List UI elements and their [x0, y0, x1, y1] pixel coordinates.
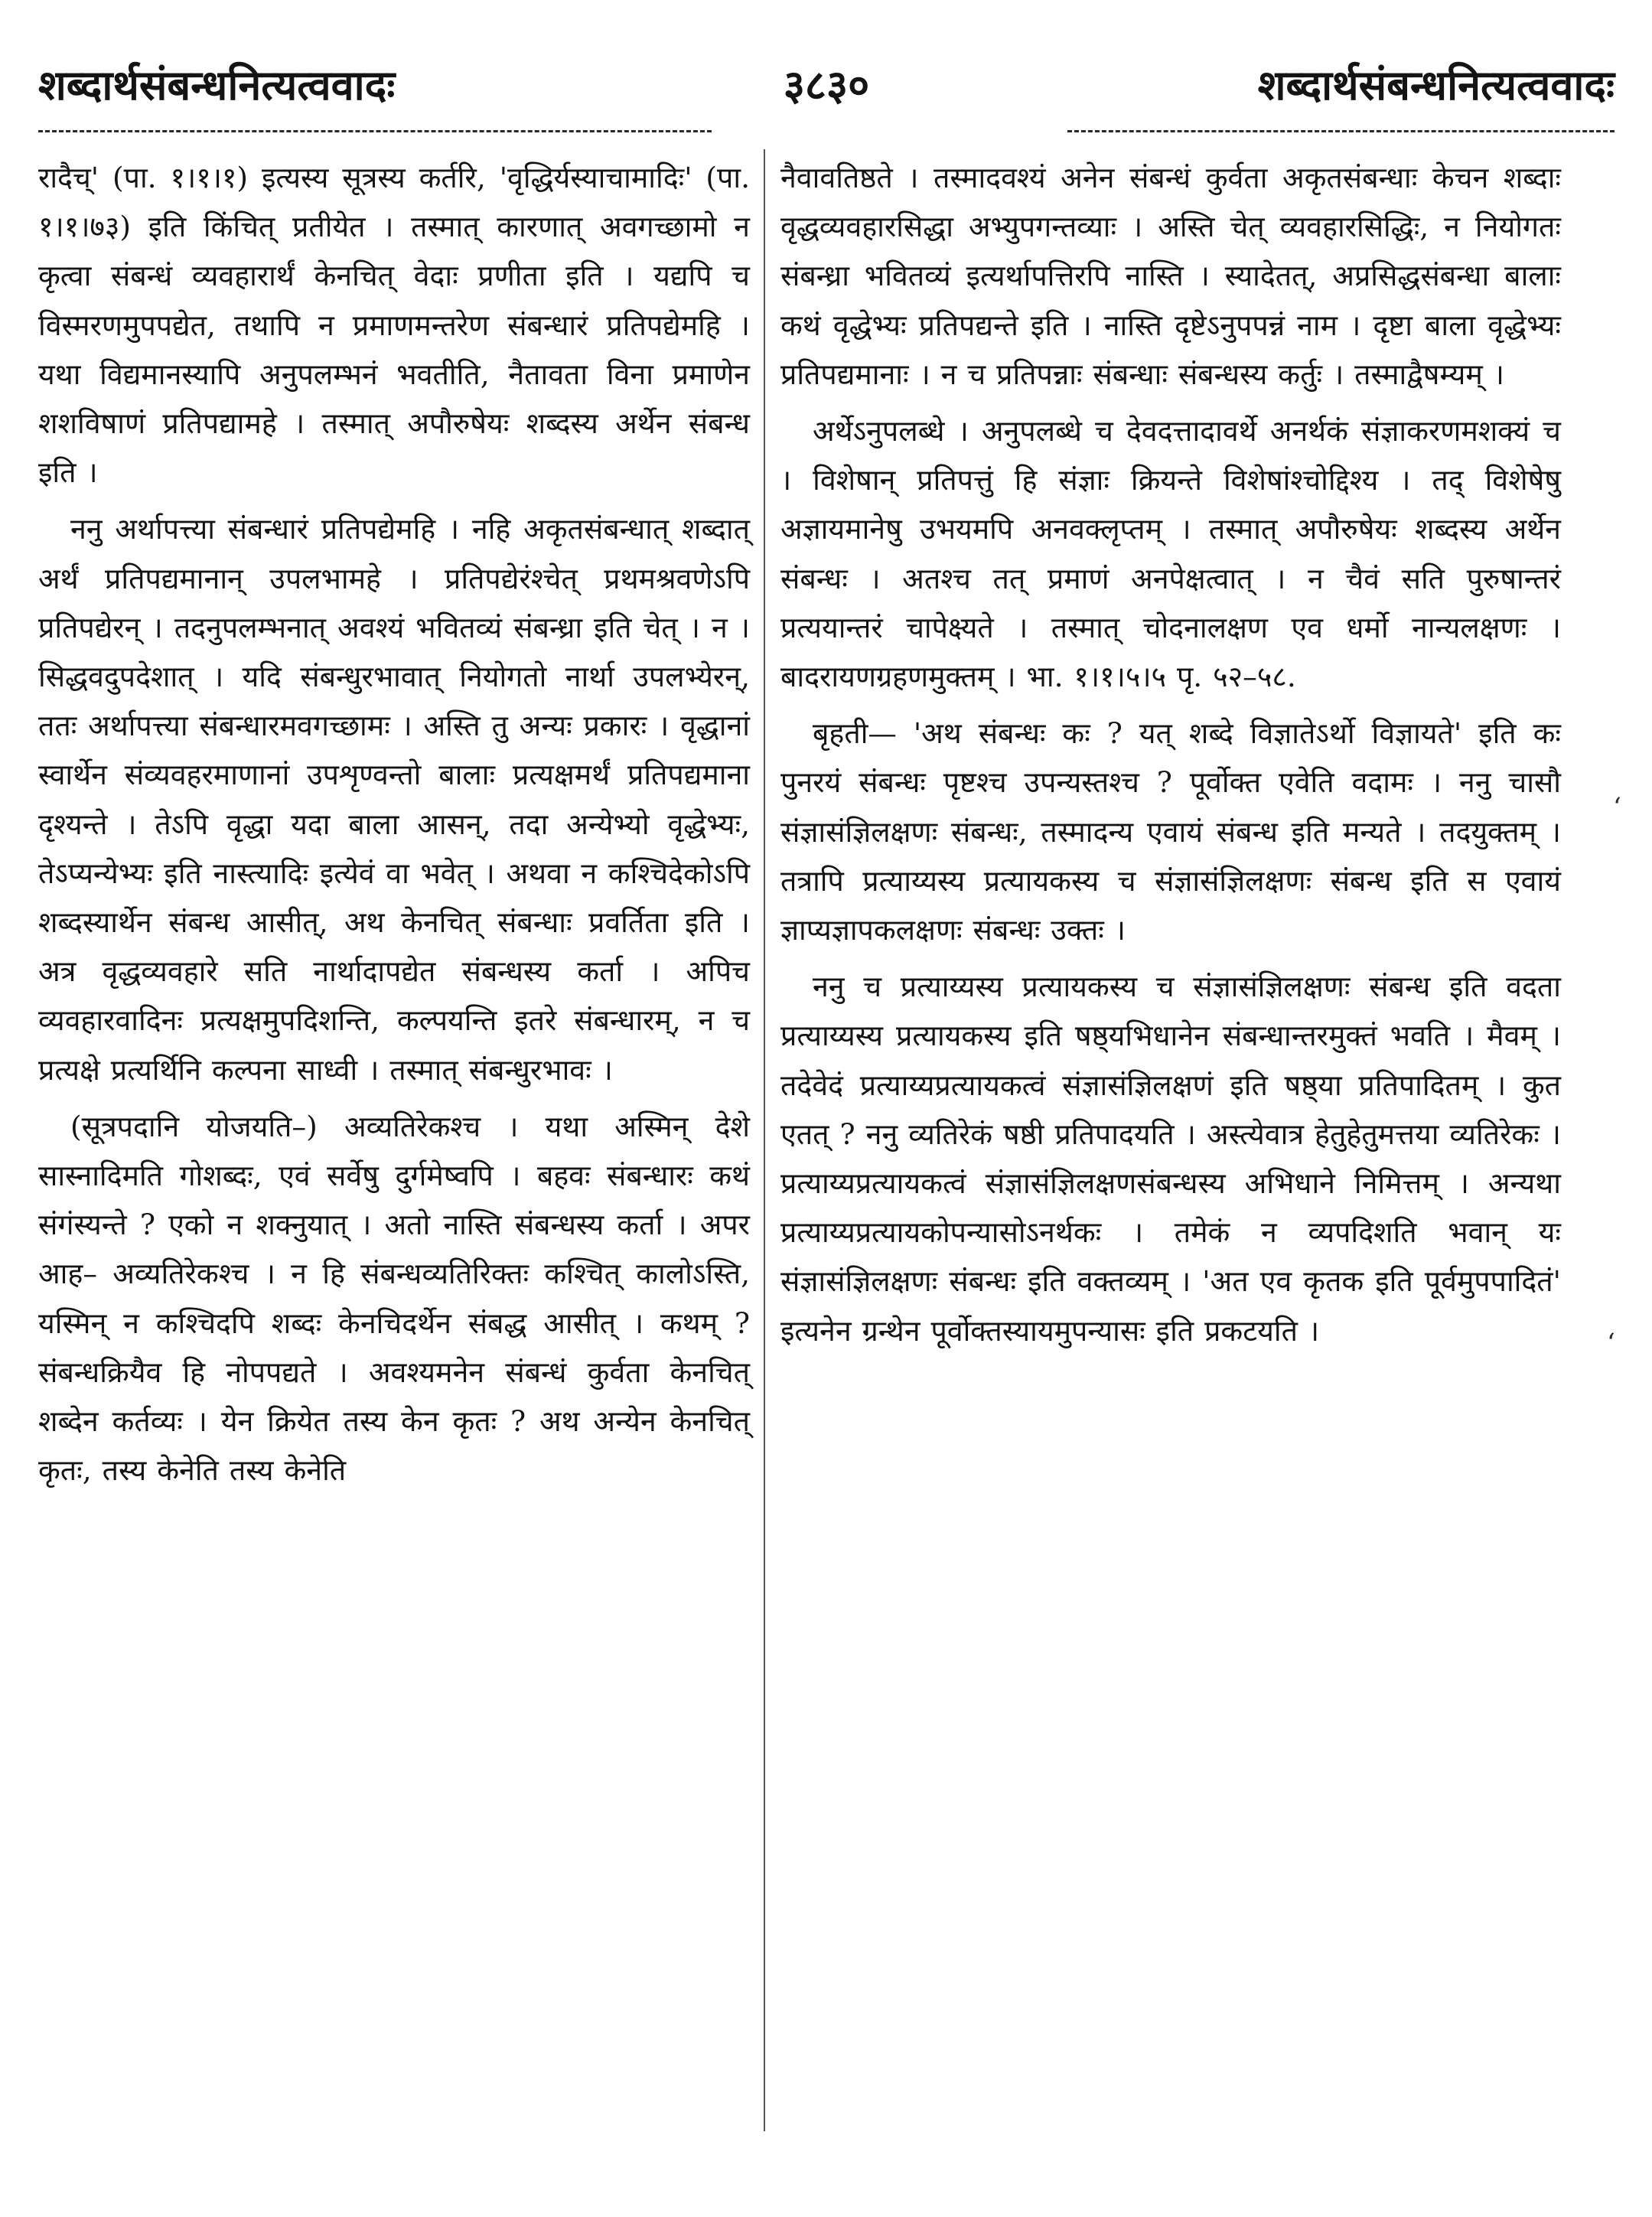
page-number: ३८३० [783, 60, 870, 109]
left-paragraph-3: (सूत्रपदानि योजयति–) अव्यतिरेकश्च । यथा अस्मिन् देशे सास्नादिमति गोशब्दः, एवं सर्वेषु दुर्गमेष्वपि । बहवः संबन्धारः कथं संगंस्यन्ते ? एको न शक्नुयात् । अतो नास्ति संबन्धस्य कर्ता । अपर आह– अव्यतिरेकश्च । न हि संबन्धव्यतिरिक्तः कश्चित् कालोऽस्ति, यस्मिन् न कश्चिदपि शब्दः केनचिदर्थेन संबद्ध आसीत् । कथम् ? संबन्धक्रियैव हि नोपपद्यते । अवश्यमनेन संबन्धं कुर्वता केनचित् शब्देन कर्तव्यः । येन क्रियेत तस्य केन कृतः ? अथ अन्येन केनचित् कृतः, तस्य केनेति तस्य केनेति [38, 1109, 750, 1488]
running-title-left: शब्दार्थसंबन्धनित्यत्ववादः [38, 60, 396, 109]
left-paragraph-2: ननु अर्थापत्त्या संबन्धारं प्रतिपद्येमहि । नहि अकृतसंबन्धात् शब्दात् अर्थं प्रतिपद्यमानान् उपलभामहे । प्रतिपद्येरंश्चेत् प्रथमश्रवणेऽपि प्रतिपद्येरन् । तदनुपलम्भनात् अवश्यं भवितव्यं संबन्ध्रा इति चेत् । न । सिद्धवदुपदेशात् । यदि संबन्धुरभावात् नियोगतो नार्था उपलभ्येरन्, ततः अर्थापत्त्या संबन्धारमवगच्छामः । अस्ति तु अन्यः प्रकारः । वृद्धानां स्वार्थेन संव्यवहरमाणानां उपशृण्वन्तो बालाः प्रत्यक्षमर्थं प्रतिपद्यमाना दृश्यन्ते । तेऽपि वृद्धा यदा बाला आसन्, तदा अन्येभ्यो वृद्धेभ्यः, तेऽप्यन्येभ्यः इति नास्त्यादिः इत्येवं वा भवेत् । अथवा न कश्चिदेकोऽपि शब्दस्यार्थेन संबन्ध आसीत्, अथ केनचित् संबन्धाः प्रवर्तिता इति । अत्र वृद्धव्यवहारे सति नार्थादापद्येत संबन्धस्य कर्ता । अपिच व्यवहारवादिनः प्रत्यक्षमुपदिशन्ति, कल्पयन्ति इतरे संबन्धारम्, न च प्रत्यक्षे प्रत्यर्थिनि कल्पना साध्वी । तस्मात् संबन्धुरभावः । [38, 512, 750, 1087]
right-paragraph-2: अर्थेऽनुपलब्धे । अनुपलब्धे च देवदत्तादावर्थे अनर्थकं संज्ञाकरणमशक्यं च । विशेषान् प्रतिपत्तुं हि संज्ञाः क्रियन्ते विशेषांश्चोद्दिश्य । तद् विशेषेषु अज्ञायमानेषु उभयमपि अनवक्लृप्तम् । तस्मात् अपौरुषेयः शब्दस्य अर्थेन संबन्धः । अतश्च तत् प्रमाणं अनपेक्षत्वात् । न चैवं सति पुरुषान्तरं प्रत्ययान्तरं चापेक्ष्यते । तस्मात् चोदनालक्षण एव धर्मो नान्यलक्षणः । बादरायणग्रहणमुक्तम् । भा. १।१।५।५ पृ. ५२–५८. [780, 414, 1561, 694]
header-rule-left [38, 130, 712, 132]
left-column [38, 153, 750, 1502]
margin-mark-icon: ‘ [1613, 792, 1621, 823]
left-paragraph-1: रादैच्' (पा. १।१।१) इत्यस्य सूत्रस्य कर्तरि, 'वृद्धिर्यस्याचामादिः' (पा. १।१।७३) इति किंचित् प्रतीयेत । तस्मात् कारणात् अवगच्छामो न कृत्वा संबन्धं व्यवहारार्थं केनचित् वेदाः प्रणीता इति । यद्यपि च विस्मरणमुपपद्येत, तथापि न प्रमाणमन्तरेण संबन्धारं प्रतिपद्येमहि । यथा विद्यमानस्यापि अनुपलम्भनं भवतीति, नैतावता विना प्रमाणेन शशविषाणं प्रतिपद्यामहे । तस्मात् अपौरुषेयः शब्दस्य अर्थेन संबन्ध इति । [38, 161, 750, 490]
right-paragraph-1: नैवावतिष्ठते । तस्मादवश्यं अनेन संबन्धं कुर्वता अकृतसंबन्धाः केचन शब्दाः वृद्धव्यवहारसिद्धा अभ्युपगन्तव्याः । अस्ति चेत् व्यवहारसिद्धिः, न नियोगतः संबन्ध्रा भवितव्यं इत्यर्थापत्तिरपि नास्ति । स्यादेतत्, अप्रसिद्धसंबन्धा बालाः कथं वृद्धेभ्यः प्रतिपद्यन्ते इति । नास्ति दृष्टेऽनुपपन्नं नाम । दृष्टा बाला वृद्धेभ्यः प्रतिपद्यमानाः । न च प्रतिपन्नाः संबन्धाः संबन्धस्य कर्तुः । तस्माद्वैषम्यम् । [780, 161, 1561, 391]
column-divider [764, 149, 765, 2131]
running-title-right: शब्दार्थसंबन्धनित्यत्ववादः [1257, 60, 1615, 109]
right-paragraph-3: बृहती— 'अथ संबन्धः कः ? यत् शब्दे विज्ञातेऽर्थो विज्ञायते' इति कः पुनरयं संबन्धः पृष्टश्च उपन्यस्तश्च ? पूर्वोक्त एवेति वदामः । ननु चासौ संज्ञासंज्ञिलक्षणः संबन्धः, तस्मादन्य एवायं संबन्ध इति मन्यते । तदयुक्तम् । तत्रापि प्रत्याय्यस्य प्रत्यायकस्य च संज्ञासंज्ञिलक्षणः संबन्ध इति स एवायं ज्ञाप्यज्ञापकलक्षणः संबन्धः उक्तः । [780, 716, 1561, 947]
margin-mark-icon: ‘ [1607, 1328, 1615, 1358]
right-column [780, 153, 1561, 1363]
right-paragraph-4: ननु च प्रत्याय्यस्य प्रत्यायकस्य च संज्ञासंज्ञिलक्षणः संबन्ध इति वदता प्रत्याय्यस्य प्रत्यायकस्य इति षष्ठ्यभिधानेन संबन्धान्तरमुक्तं भवति । मैवम् । तदेवेदं प्रत्याय्यप्रत्यायकत्वं संज्ञासंज्ञिलक्षणं इति षष्ठ्या प्रतिपादितम् । कुत एतत् ? ननु व्यतिरेकं षष्ठी प्रतिपादयति । अस्त्येवात्र हेतुहेतुमत्तया व्यतिरेकः । प्रत्याय्यप्रत्यायकत्वं संज्ञासंज्ञिलक्षणसंबन्धस्य अभिधाने निमित्तम् । अन्यथा प्रत्याय्यप्रत्यायकोपन्यासोऽनर्थकः । तमेकं न व्यपदिशति भवान् यः संज्ञासंज्ञिलक्षणः संबन्धः इति वक्तव्यम् । 'अत एव कृतक इति पूर्वमुपपादितं' इत्यनेन ग्रन्थेन पूर्वोक्तस्यायमुपन्यासः इति प्रकटयति । [780, 970, 1561, 1348]
page-header [38, 55, 1615, 139]
header-rule-right [1067, 130, 1615, 132]
